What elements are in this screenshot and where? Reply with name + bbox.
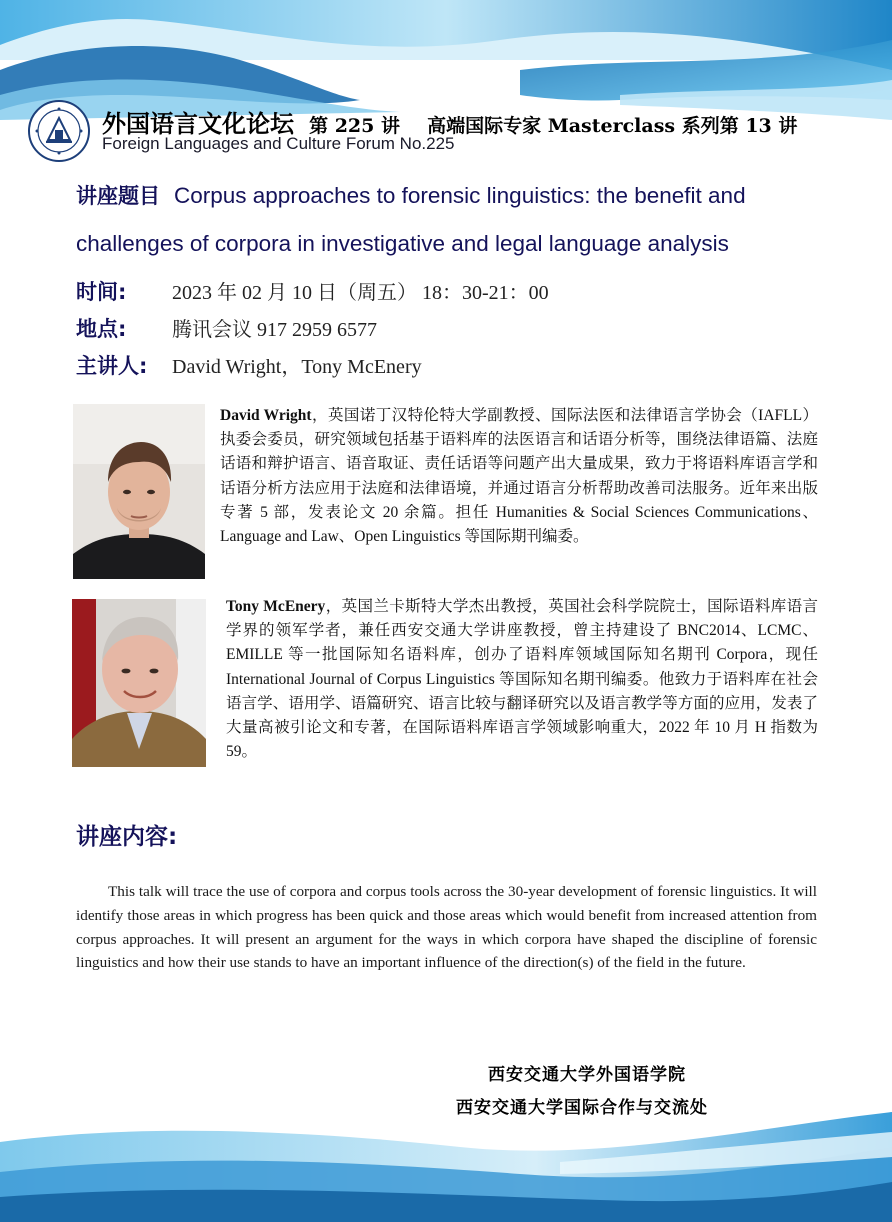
organizer-1: 西安交通大学外国语学院 (488, 1065, 686, 1085)
place-row (76, 313, 377, 343)
speaker-label: 主讲人: (76, 354, 148, 378)
david-wright-photo (73, 404, 205, 579)
lecture-abstract: This talk will trace the use of corpora and corpus tools across the 30-year development of forensic linguistics. It will identify those areas in which progress has been quick and those areas which would benefit from increased attention from corpus approaches. It will present an argument for the ways in which corpora have shaped the discipline of forensic linguistics and how their use stands to have an important influence of the direction(s) of the field in the future. (76, 883, 817, 972)
organizer-2: 西安交通大学国际合作与交流处 (456, 1098, 708, 1118)
tony-mcenery-bio-text: ，英国兰卡斯特大学杰出教授，英国社会科学院院士，国际语料库语言学界的领军学者，兼任西安交通大学讲座教授，曾主持建设了 BNC2014、LCMC、EMILLE 等一批国际知名语料库，创办了语料库领域国际知名期刊 Corpora，现任 International Journal of Corpus Linguistics 等国际知名期刊编委。他致力于语料库在社会语言学、语用学、语篇研究、语言比较与翻译研究以及语言教学等方面的应用，发表了大量高被引论文和专著，在国际语料库语言学领域影响重大，2022 年 10 月 H 指数为 59。 (226, 598, 818, 761)
lecture-number: 第 225 讲 (309, 115, 400, 137)
content-heading: 讲座内容: (76, 824, 178, 850)
time-label: 时间: (76, 280, 127, 304)
tony-mcenery-bio (226, 595, 818, 764)
lecture-topic (76, 172, 826, 268)
place-label: 地点: (76, 317, 127, 341)
topic-line-2: challenges of corpora in investigative and legal language analysis (76, 231, 729, 256)
time-value: 2023 年 02 月 10 日（周五） 18：30-21：00 (172, 282, 549, 304)
forum-name-cn: 外国语言文化论坛 (102, 109, 294, 138)
topic-line-1: Corpus approaches to forensic linguistics: the benefit and (174, 183, 746, 208)
forum-name-en: Foreign Languages and Culture Forum No.225 (102, 134, 455, 153)
speaker-value: David Wright，Tony McEnery (172, 356, 422, 378)
topic-label: 讲座题目 (76, 184, 160, 208)
tony-mcenery-name: Tony McEnery (226, 598, 326, 615)
series-name: 高端国际专家 Masterclass 系列第 13 讲 (427, 115, 798, 137)
time-row (76, 276, 549, 306)
bottom-wave-decoration (0, 1102, 892, 1222)
david-wright-bio (220, 404, 818, 549)
speaker-row (76, 350, 422, 380)
place-value: 腾讯会议 917 2959 6577 (172, 319, 377, 341)
david-wright-bio-text: ，英国诺丁汉特伦特大学副教授、国际法医和法律语言学协会（IAFLL）执委会委员，研究领域包括基于语料库的法医语言和话语分析等，围绕法律语篇、法庭话语和辩护语言、语音取证、责任话语等问题产出大量成果，致力于将语料库语言学和话语分析方法应用于法庭和法律语境，并通过语言分析帮助改善司法服务。近年来出版专著 5 部，发表论文 20 余篇。担任 Humanities & Social Sciences Communications、Language and Law、Open Linguistics 等国际期刊编委。 (220, 407, 818, 546)
tony-mcenery-photo (72, 599, 206, 767)
university-logo (28, 100, 90, 162)
david-wright-name: David Wright (220, 407, 312, 424)
